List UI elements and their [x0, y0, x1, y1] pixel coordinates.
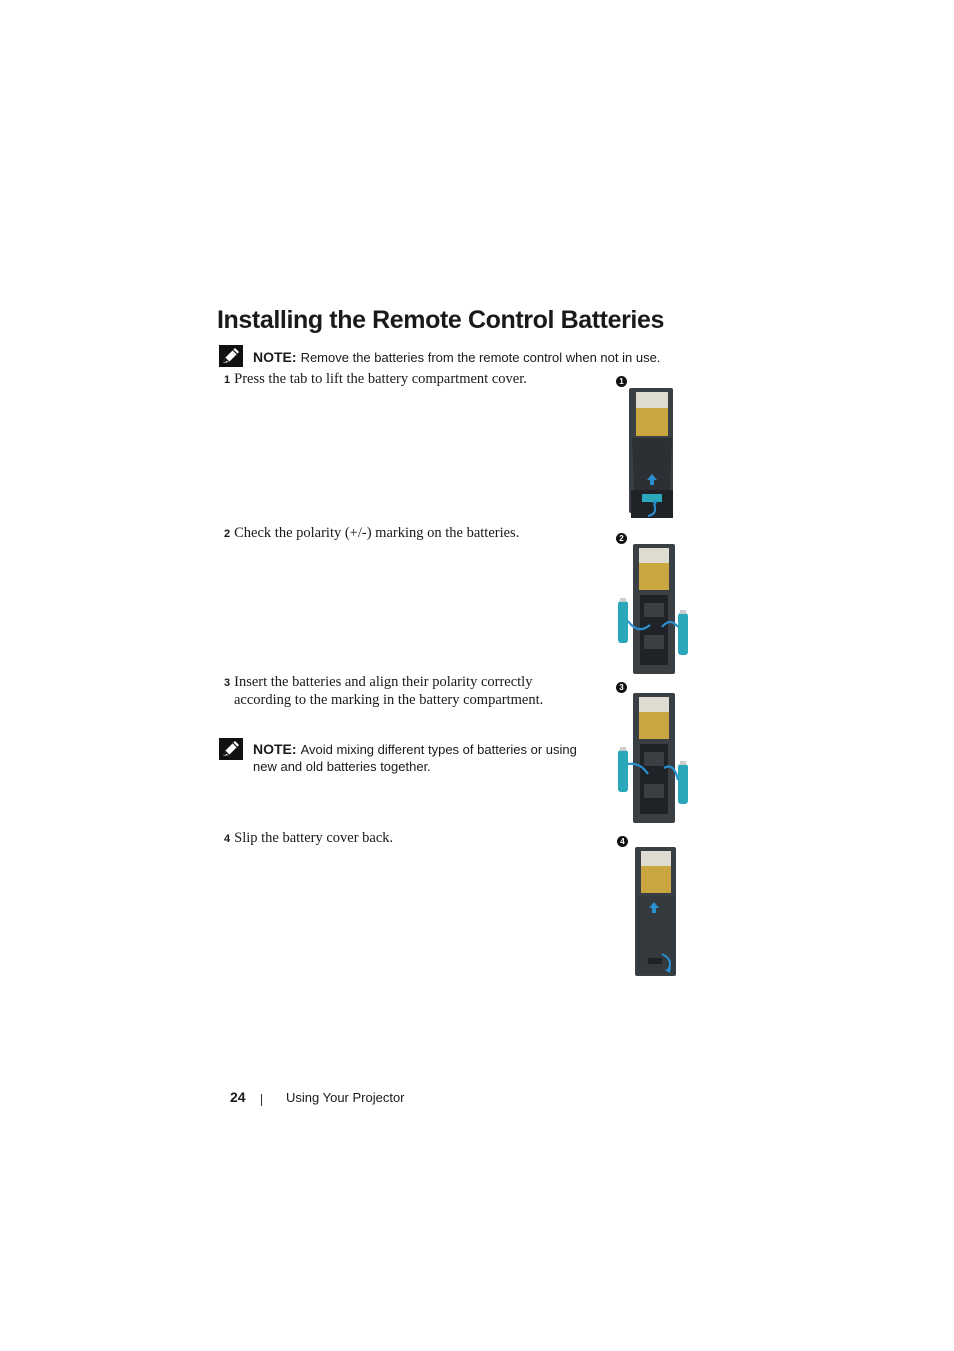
note-text-line1: Avoid mixing different types of batteries or using	[300, 742, 577, 757]
step-number: 1	[224, 374, 231, 386]
remote-batteries-insert-illustration	[612, 692, 692, 825]
page-title: Installing the Remote Control Batteries	[217, 306, 664, 334]
figure-badge-3: 3	[616, 682, 627, 693]
remote-cover-lift-illustration	[626, 386, 678, 521]
note-label: NOTE:	[253, 741, 297, 757]
remote-batteries-polarity-illustration	[612, 543, 692, 675]
step-3-continued	[234, 691, 543, 709]
step-1	[224, 370, 527, 389]
step-4	[224, 829, 393, 848]
step-text: Check the polarity (+/-) marking on the batteries.	[234, 525, 520, 541]
pencil-note-icon	[219, 738, 243, 760]
step-text: Slip the battery cover back.	[234, 830, 394, 846]
footer-divider	[261, 1094, 262, 1106]
note-avoid-mixing-continued	[253, 758, 431, 776]
step-number: 3	[224, 677, 231, 689]
step-3	[224, 673, 532, 692]
pencil-note-icon	[219, 345, 243, 367]
figure-badge-4: 4	[617, 836, 628, 847]
note-text: Remove the batteries from the remote control when not in use.	[300, 350, 661, 365]
note-text-line2: new and old batteries together.	[253, 759, 431, 774]
figure-badge-1: 1	[616, 376, 627, 387]
note-remove-batteries	[253, 348, 660, 367]
step-text-line2: according to the marking in the battery compartment.	[234, 692, 544, 708]
remote-cover-close-illustration	[632, 846, 680, 978]
step-number: 4	[224, 833, 231, 845]
note-avoid-mixing	[253, 740, 577, 759]
step-text: Press the tab to lift the battery compartment cover.	[234, 371, 527, 387]
step-number: 2	[224, 528, 231, 540]
step-text-line1: Insert the batteries and align their polarity correctly	[234, 674, 533, 690]
step-2	[224, 524, 519, 543]
footer-section-title: Using Your Projector	[286, 1090, 405, 1105]
page-number: 24	[230, 1089, 246, 1105]
note-label: NOTE:	[253, 349, 297, 365]
figure-badge-2: 2	[616, 533, 627, 544]
